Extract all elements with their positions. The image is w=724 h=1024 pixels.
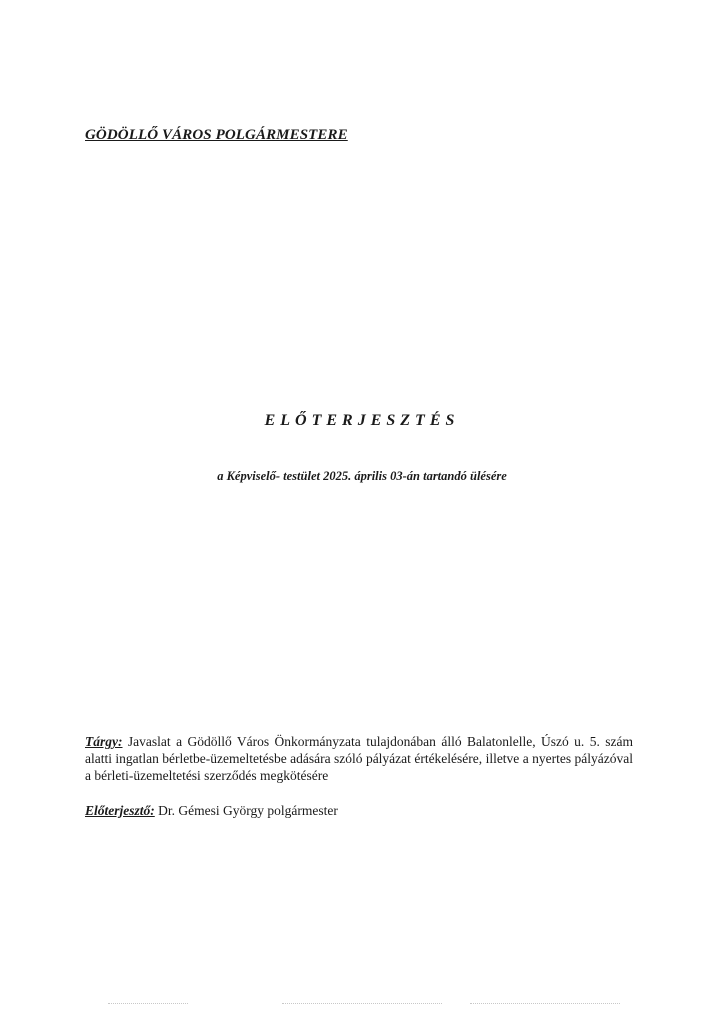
presenter-label: Előterjesztő:	[85, 803, 155, 818]
subject-text: Javaslat a Gödöllő Város Önkormányzata tulajdonában álló Balatonlelle, Úszó u. 5. szám alatti ingatlan bérletbe-üzemeltetésbe adására szóló pályázat értékelésére, illetve a nyertes pályázóval a bérleti-üzemeltetési szerződés megkötésére	[85, 734, 633, 783]
document-type-title: ELŐTERJESZTÉS	[264, 412, 460, 429]
meeting-subtitle: a Képviselő- testület 2025. április 03-án tartandó ülésére	[217, 469, 507, 483]
footer-scan-artifact	[470, 1003, 620, 1008]
footer-scan-artifact	[108, 1003, 188, 1008]
presenter-text: Dr. Gémesi György polgármester	[154, 803, 338, 818]
subject-label: Tárgy:	[85, 734, 123, 749]
subject-paragraph	[85, 733, 633, 784]
footer-scan-artifact	[282, 1003, 442, 1008]
presenter-line	[85, 803, 338, 819]
issuer-heading: GÖDÖLLŐ VÁROS POLGÁRMESTERE	[85, 127, 348, 143]
